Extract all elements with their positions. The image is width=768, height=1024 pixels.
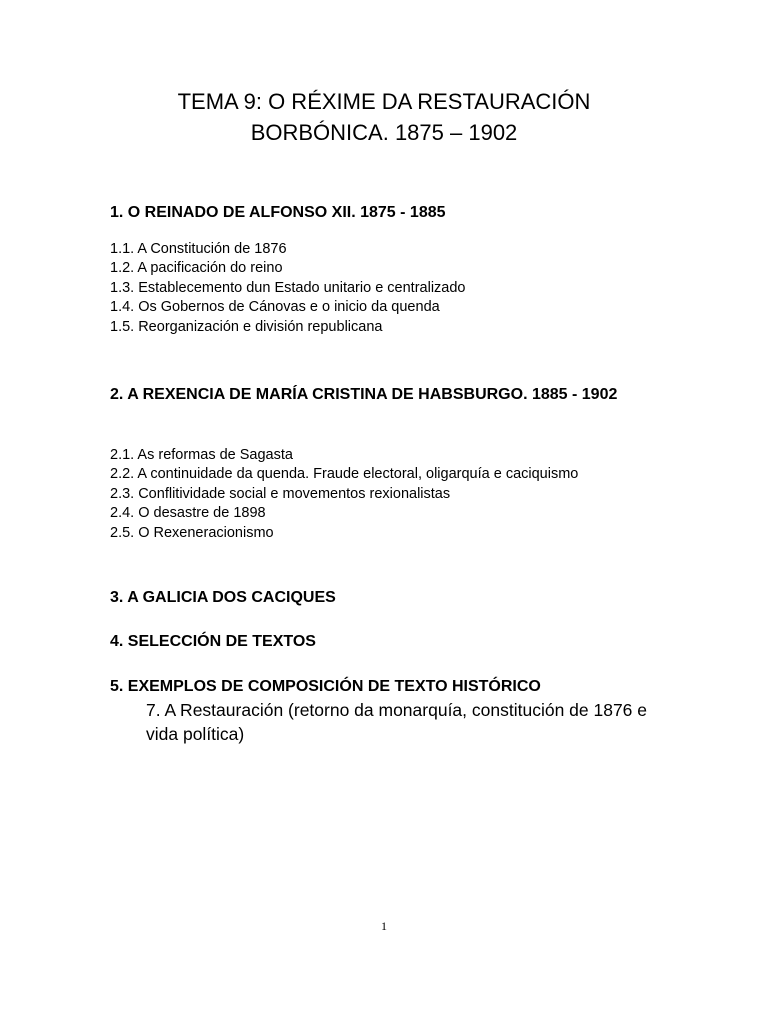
list-item: 1.4. Os Gobernos de Cánovas e o inicio da quenda xyxy=(110,299,440,316)
list-item: 2.5. O Rexeneracionismo xyxy=(110,524,274,541)
section-2-heading: 2. A REXENCIA DE MARÍA CRISTINA DE HABSBURGO. 1885 - 1902 xyxy=(110,386,618,403)
section-4-heading: 4. SELECCIÓN DE TEXTOS xyxy=(110,633,316,650)
list-item: 2.1. As reformas de Sagasta xyxy=(110,447,293,463)
section-5-heading: 5. EXEMPLOS DE COMPOSICIÓN DE TEXTO HISTÓRICO xyxy=(110,678,541,695)
title-line-1: TEMA 9: O RÉXIME DA RESTAURACIÓN xyxy=(177,89,591,114)
section-2-list xyxy=(110,446,670,543)
list-item: 1.1. A Constitución de 1876 xyxy=(110,241,287,257)
document-title xyxy=(0,86,768,148)
section-1-heading: 1. O REINADO DE ALFONSO XII. 1875 - 1885 xyxy=(110,204,446,221)
composition-item: 7. A Restauración (retorno da monarquía, constitución de 1876 e vida política) xyxy=(146,700,648,744)
list-item: 2.3. Conflitividade social e movementos rexionalistas xyxy=(110,485,451,502)
list-item: 2.4. O desastre de 1898 xyxy=(110,505,266,522)
list-item: 1.2. A pacificación do reino xyxy=(110,260,283,277)
list-item: 1.5. Reorganización e división republicana xyxy=(110,318,383,335)
section-1-list xyxy=(110,240,670,337)
list-item: 1.3. Establecemento dun Estado unitario e centralizado xyxy=(110,279,466,296)
title-line-2: BORBÓNICA. 1875 – 1902 xyxy=(250,120,518,145)
page-number: 1 xyxy=(381,919,387,933)
list-item: 2.2. A continuidade da quenda. Fraude electoral, oligarquía e caciquismo xyxy=(110,466,579,483)
section-3-heading: 3. A GALICIA DOS CACIQUES xyxy=(110,589,336,606)
